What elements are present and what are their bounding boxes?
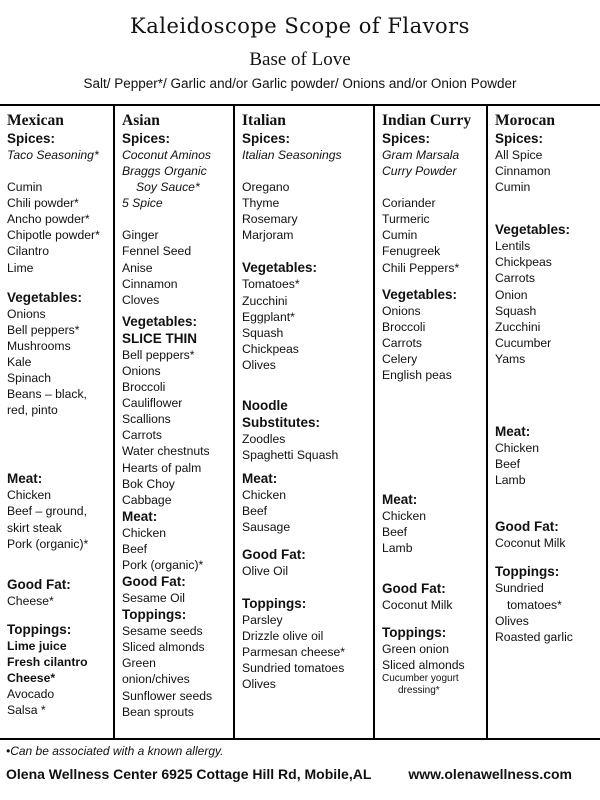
list-item: Cloves	[122, 292, 160, 307]
allergy-footnote: •Can be associated with a known allergy.	[6, 744, 224, 758]
spices-heading: Spices:	[122, 131, 171, 146]
list-item: Celery	[382, 351, 418, 366]
list-item: Chicken	[7, 488, 52, 503]
list-item: Turmeric	[382, 212, 430, 227]
list-item: Lamb	[495, 473, 526, 488]
list-item: Cilantro	[7, 244, 49, 259]
list-item: Zucchini	[242, 293, 288, 308]
vegetables-heading: Vegetables:	[382, 286, 458, 302]
good-fat-heading: Good Fat:	[7, 576, 71, 592]
list-item: Onions	[122, 363, 161, 378]
list-item: Sliced almonds	[122, 640, 205, 655]
toppings-heading: Toppings:	[7, 621, 72, 637]
list-item: Oregano	[242, 180, 290, 195]
list-item: Olives	[242, 357, 276, 372]
column-indian-curry	[375, 106, 488, 738]
list-item: Sesame Oil	[122, 591, 185, 606]
list-item: Carrots	[382, 335, 422, 350]
list-item: Lentils	[495, 239, 531, 254]
list-item: Bell peppers*	[7, 322, 80, 337]
flavor-table	[0, 104, 600, 740]
list-item: Cumin	[495, 180, 531, 195]
list-item: Chicken	[242, 488, 287, 503]
cuisine-name: Morocan	[495, 112, 555, 129]
list-item: Beef	[242, 504, 268, 519]
slice-note: SLICE THIN	[122, 330, 198, 346]
list-item: Scallions	[122, 412, 171, 427]
list-item: All Spice	[495, 148, 543, 162]
list-item: Onions	[7, 306, 46, 321]
list-item: Rosemary	[242, 212, 298, 227]
column-mexican	[0, 106, 115, 738]
list-item: Carrots	[495, 271, 535, 286]
good-fat-heading: Good Fat:	[382, 581, 446, 597]
list-item: Fenugreek	[382, 244, 441, 259]
footer-website-link[interactable]: www.olenawellness.com	[408, 766, 572, 782]
list-item: Lamb	[382, 541, 413, 556]
list-item: Roasted garlic	[495, 629, 573, 644]
list-item: Coriander	[382, 196, 436, 211]
list-item: Chicken	[495, 441, 540, 456]
good-fat-heading: Good Fat:	[495, 519, 559, 535]
column-asian	[115, 106, 235, 738]
cuisine-name: Italian	[242, 112, 286, 129]
seasoning: Braggs Organic	[122, 164, 207, 179]
list-item: Cabbage	[122, 492, 172, 507]
meat-heading: Meat:	[382, 492, 418, 508]
list-item: Cucumber yogurt	[382, 672, 459, 684]
toppings-heading: Toppings:	[495, 564, 560, 580]
list-item: dressing*	[398, 684, 440, 696]
list-item: Broccoli	[122, 380, 166, 395]
page-subtitle: Base of Love	[249, 49, 351, 70]
toppings-heading: Toppings:	[242, 595, 307, 611]
seasoning: Taco Seasoning*	[7, 148, 99, 162]
list-item: Kale	[7, 354, 32, 369]
noodle-heading: Noodle	[242, 398, 288, 414]
list-item: Lime	[7, 260, 34, 275]
list-item: Olive Oil	[242, 563, 289, 578]
list-item: Fresh cilantro	[7, 654, 88, 669]
list-item: Parsley	[242, 612, 283, 627]
list-item: Beans – black,	[7, 387, 87, 402]
footer-address: Olena Wellness Center 6925 Cottage Hill Rd, Mobile,AL	[6, 766, 372, 782]
cuisine-name: Asian	[122, 112, 160, 129]
list-item: Fennel Seed	[122, 244, 192, 259]
list-item: Avocado	[7, 687, 55, 702]
base-ingredients: Salt/ Pepper*/ Garlic and/or Garlic powder/ Onions and/or Onion Powder	[83, 76, 517, 91]
meat-heading: Meat:	[495, 424, 531, 440]
list-item: Olives	[242, 676, 276, 691]
spices-heading: Spices:	[7, 131, 56, 146]
list-item: Water chestnuts	[122, 444, 210, 459]
list-item: Cumin	[382, 228, 418, 243]
list-item: Sundried	[495, 581, 544, 596]
cuisine-name: Mexican	[7, 112, 64, 129]
list-item: Green onion	[382, 641, 450, 656]
list-item: Sausage	[242, 520, 291, 535]
list-item: Anise	[122, 260, 153, 275]
list-item: Chili powder*	[7, 196, 79, 211]
list-item: Cinnamon	[122, 276, 178, 291]
list-item: Chickpeas	[495, 255, 552, 270]
toppings-heading: Toppings:	[122, 607, 187, 623]
list-item: Zoodles	[242, 432, 286, 447]
list-item: Chicken	[122, 525, 167, 540]
list-item: Squash	[495, 303, 537, 318]
list-item: Cinnamon	[495, 164, 551, 179]
list-item: English peas	[382, 368, 452, 383]
list-item: Cucumber	[495, 335, 552, 350]
list-item: Cheese*	[7, 670, 56, 685]
vegetables-heading: Vegetables:	[7, 289, 83, 305]
list-item: Onions	[382, 303, 421, 318]
seasoning: Soy Sauce*	[136, 180, 200, 195]
list-item: Drizzle olive oil	[242, 628, 324, 643]
list-item: Sesame seeds	[122, 624, 203, 639]
seasoning: Coconut Aminos	[122, 148, 211, 162]
list-item: Green	[122, 656, 156, 671]
spices-heading: Spices:	[242, 131, 291, 146]
list-item: Beef	[382, 525, 408, 540]
list-item: Chicken	[382, 509, 427, 524]
list-item: Beef – ground,	[7, 504, 87, 519]
page-title: Kaleidoscope Scope of Flavors	[130, 14, 470, 38]
list-item: Mushrooms	[7, 338, 71, 353]
cuisine-name: Indian Curry	[382, 112, 472, 129]
meat-heading: Meat:	[242, 471, 278, 487]
vegetables-heading: Vegetables:	[242, 260, 318, 276]
list-item: Squash	[242, 325, 284, 340]
toppings-heading: Toppings:	[382, 624, 447, 640]
list-item: Beef	[495, 457, 521, 472]
list-item: Bean sprouts	[122, 704, 194, 719]
list-item: Coconut Milk	[495, 536, 566, 551]
list-item: Sliced almonds	[382, 657, 465, 672]
seasoning: 5 Spice	[122, 196, 163, 211]
list-item: Chili Peppers*	[382, 260, 460, 275]
list-item: Coconut Milk	[382, 598, 453, 613]
list-item: onion/chives	[122, 672, 190, 687]
meat-heading: Meat:	[122, 508, 158, 524]
list-item: Carrots	[122, 428, 162, 443]
list-item: Olives	[495, 613, 529, 628]
vegetables-heading: Vegetables:	[495, 222, 571, 238]
list-item: Sundried tomatoes	[242, 660, 345, 675]
seasoning: Italian Seasonings	[242, 148, 342, 162]
list-item: Broccoli	[382, 319, 426, 334]
list-item: Cauliflower	[122, 396, 183, 411]
list-item: Ginger	[122, 228, 159, 243]
list-item: Pork (organic)*	[122, 557, 204, 572]
list-item: Beef	[122, 541, 148, 556]
list-item: Ancho powder*	[7, 212, 90, 227]
list-item: Yams	[495, 351, 526, 366]
list-item: Marjoram	[242, 228, 294, 243]
noodle-heading: Substitutes:	[242, 415, 321, 431]
seasoning: Gram Marsala	[382, 148, 460, 162]
good-fat-heading: Good Fat:	[122, 574, 186, 590]
list-item: Tomatoes*	[242, 277, 300, 292]
list-item: Sunflower seeds	[122, 688, 213, 703]
list-item: Zucchini	[495, 319, 541, 334]
spices-heading: Spices:	[495, 131, 544, 146]
good-fat-heading: Good Fat:	[242, 546, 306, 562]
column-italian	[235, 106, 375, 738]
list-item: Salsa *	[7, 703, 46, 718]
list-item: skirt steak	[7, 520, 62, 535]
seasoning: Curry Powder	[382, 164, 457, 179]
list-item: Thyme	[242, 196, 280, 211]
list-item: Cheese*	[7, 593, 54, 608]
list-item: Bell peppers*	[122, 347, 195, 362]
list-item: Eggplant*	[242, 309, 295, 324]
list-item: Pork (organic)*	[7, 536, 89, 551]
list-item: Bok Choy	[122, 476, 175, 491]
column-morocan	[488, 106, 600, 738]
list-item: Onion	[495, 287, 528, 302]
list-item: Cumin	[7, 180, 43, 195]
list-item: red, pinto	[7, 403, 58, 418]
list-item: Spaghetti Squash	[242, 448, 339, 463]
vegetables-heading: Vegetables:	[122, 313, 198, 329]
list-item: Spinach	[7, 371, 52, 386]
list-item: tomatoes*	[507, 597, 562, 612]
list-item: Lime juice	[7, 638, 67, 653]
list-item: Hearts of palm	[122, 460, 202, 475]
list-item: Chickpeas	[242, 341, 299, 356]
list-item: Parmesan cheese*	[242, 644, 345, 659]
list-item: Chipotle powder*	[7, 228, 100, 243]
spices-heading: Spices:	[382, 131, 431, 146]
meat-heading: Meat:	[7, 471, 43, 487]
